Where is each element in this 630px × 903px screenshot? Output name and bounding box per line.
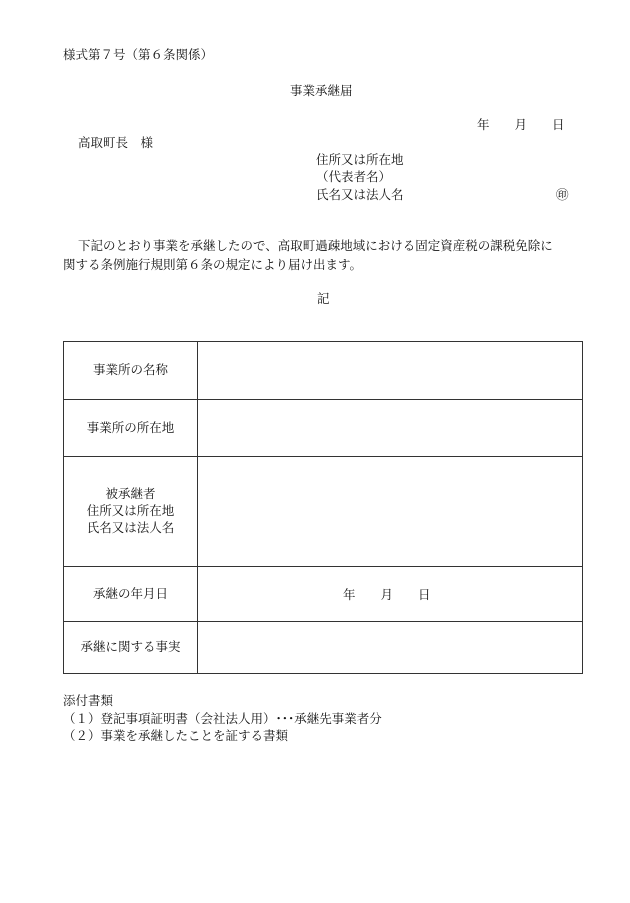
predecessor-label xyxy=(64,457,198,566)
predecessor-field[interactable] xyxy=(197,457,582,566)
succession-details-table xyxy=(63,341,583,674)
table-row-succession-date xyxy=(64,566,582,621)
table-row-succession-facts xyxy=(64,621,582,673)
predecessor-label-line-3: 氏名又は法人名 xyxy=(86,519,175,535)
form-number: 様式第７号（第６条関係） xyxy=(63,47,214,62)
body-text-line-2: 関する条例施行規則第６条の規定により届け出ます。 xyxy=(63,257,363,272)
table-row-business-location xyxy=(64,399,582,456)
applicant-address-label: 住所又は所在地 xyxy=(316,152,404,167)
table-row-predecessor xyxy=(64,456,582,566)
business-name-field[interactable] xyxy=(197,342,582,399)
predecessor-label-line-2: 住所又は所在地 xyxy=(86,503,175,519)
body-text-line-1: 下記のとおり事業を承継したので、高取町過疎地域における固定資産税の課税免除に xyxy=(78,238,553,253)
succession-facts-label: 承継に関する事実 xyxy=(64,622,198,673)
business-location-label: 事業所の所在地 xyxy=(64,400,198,456)
addressee: 高取町長 様 xyxy=(78,135,154,150)
succession-facts-field[interactable] xyxy=(197,622,582,673)
succession-date-value: 年 月 日 xyxy=(343,587,431,602)
seal-mark: ㊞ xyxy=(556,187,569,202)
ki-heading: 記 xyxy=(317,291,330,306)
succession-date-field[interactable] xyxy=(197,567,582,621)
business-location-field[interactable] xyxy=(197,400,582,456)
succession-date-label: 承継の年月日 xyxy=(64,567,198,621)
attachment-item-2: （２）事業を承継したことを証する書類 xyxy=(63,728,289,743)
applicant-name-label: 氏名又は法人名 xyxy=(316,187,404,202)
attachment-item-1: （１）登記事項証明書（会社法人用）･･･承継先事業者分 xyxy=(63,711,382,726)
predecessor-label-line-1: 被承継者 xyxy=(105,486,156,502)
business-name-label: 事業所の名称 xyxy=(64,342,198,399)
document-title: 事業承継届 xyxy=(290,83,353,98)
table-row-business-name xyxy=(64,342,582,399)
submission-date: 年 月 日 xyxy=(477,117,565,132)
applicant-representative-label: （代表者名） xyxy=(316,169,392,184)
attachments-heading: 添付書類 xyxy=(63,693,114,708)
